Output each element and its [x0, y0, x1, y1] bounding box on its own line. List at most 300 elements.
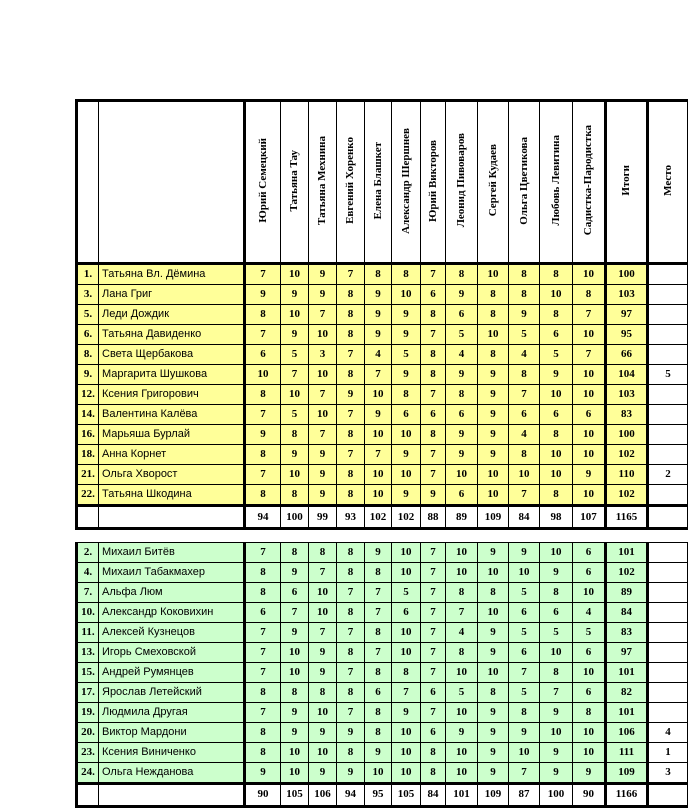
score-cell: 8 — [478, 305, 509, 325]
spacer-cell — [245, 529, 281, 543]
score-cell: 6 — [281, 582, 309, 602]
sum-num-cell — [77, 506, 99, 529]
score-cell: 6 — [540, 405, 573, 425]
score-cell: 7 — [573, 345, 606, 365]
spacer-cell — [309, 529, 337, 543]
score-cell: 10 — [540, 722, 573, 742]
total-cell: 101 — [606, 542, 648, 562]
judge-name: Леонид Пивоваров — [455, 133, 467, 228]
sum-score-cell: 93 — [337, 506, 365, 529]
score-cell: 9 — [309, 722, 337, 742]
score-cell: 7 — [309, 305, 337, 325]
participant-number: 21. — [77, 465, 99, 485]
score-cell: 10 — [309, 742, 337, 762]
score-cell: 6 — [446, 305, 478, 325]
score-cell: 9 — [540, 365, 573, 385]
score-cell: 7 — [245, 642, 281, 662]
participant-number: 3. — [77, 285, 99, 305]
score-cell: 5 — [573, 622, 606, 642]
score-cell: 5 — [509, 622, 540, 642]
score-cell: 7 — [337, 582, 365, 602]
participant-name: Леди Дождик — [99, 305, 245, 325]
sum-score-cell: 102 — [365, 506, 392, 529]
score-cell: 7 — [337, 405, 365, 425]
place-cell — [648, 542, 688, 562]
participant-name: Маргарита Шушкова — [99, 365, 245, 385]
place-cell — [648, 562, 688, 582]
score-cell: 10 — [573, 722, 606, 742]
header-row — [77, 101, 688, 264]
score-cell: 9 — [446, 425, 478, 445]
total-cell: 100 — [606, 425, 648, 445]
score-cell: 7 — [421, 562, 446, 582]
score-cell: 5 — [540, 622, 573, 642]
score-cell: 8 — [421, 345, 446, 365]
place-cell — [648, 385, 688, 405]
score-cell: 8 — [281, 682, 309, 702]
score-cell: 6 — [540, 325, 573, 345]
score-cell: 8 — [245, 562, 281, 582]
place-cell: 5 — [648, 365, 688, 385]
score-cell: 8 — [281, 542, 309, 562]
score-cell: 9 — [478, 365, 509, 385]
score-cell: 9 — [281, 325, 309, 345]
score-cell: 8 — [245, 722, 281, 742]
participant-name: Ярослав Летейский — [99, 682, 245, 702]
judge-name: Елена Блашкет — [371, 141, 384, 220]
score-cell: 10 — [573, 365, 606, 385]
place-cell: 2 — [648, 465, 688, 485]
score-cell: 4 — [573, 602, 606, 622]
score-cell: 7 — [337, 345, 365, 365]
score-cell: 8 — [446, 385, 478, 405]
score-cell: 6 — [392, 602, 421, 622]
score-cell: 6 — [573, 682, 606, 702]
score-cell: 7 — [421, 385, 446, 405]
score-cell: 8 — [281, 485, 309, 506]
participant-name: Татьяна Шкодина — [99, 485, 245, 506]
score-cell: 10 — [392, 762, 421, 783]
score-cell: 7 — [245, 325, 281, 345]
place-cell — [648, 445, 688, 465]
score-cell: 9 — [365, 305, 392, 325]
score-cell: 7 — [309, 622, 337, 642]
score-cell: 8 — [446, 264, 478, 285]
score-cell: 10 — [478, 325, 509, 345]
score-cell: 10 — [281, 742, 309, 762]
score-cell: 7 — [421, 465, 446, 485]
score-cell: 10 — [309, 602, 337, 622]
score-cell: 8 — [245, 682, 281, 702]
total-cell: 103 — [606, 285, 648, 305]
score-cell: 8 — [337, 325, 365, 345]
score-cell: 8 — [509, 365, 540, 385]
participant-number: 19. — [77, 702, 99, 722]
score-cell: 8 — [337, 642, 365, 662]
participant-row — [77, 642, 688, 662]
place-cell — [648, 285, 688, 305]
total-cell: 110 — [606, 465, 648, 485]
score-cell: 8 — [281, 425, 309, 445]
participant-row — [77, 562, 688, 582]
total-cell: 95 — [606, 325, 648, 345]
score-cell: 10 — [281, 385, 309, 405]
participant-number: 16. — [77, 425, 99, 445]
header-num-cell — [77, 101, 99, 264]
score-cell: 9 — [281, 702, 309, 722]
score-cell: 6 — [509, 602, 540, 622]
judge-name: Сергей Кудаев — [486, 144, 499, 217]
score-cell: 6 — [540, 602, 573, 622]
total-cell: 89 — [606, 582, 648, 602]
score-cell: 9 — [281, 722, 309, 742]
score-cell: 8 — [392, 662, 421, 682]
participant-number: 10. — [77, 602, 99, 622]
score-cell: 9 — [245, 425, 281, 445]
participant-number: 17. — [77, 682, 99, 702]
participant-name: Виктор Мардони — [99, 722, 245, 742]
score-cell: 7 — [365, 445, 392, 465]
score-cell: 9 — [446, 722, 478, 742]
score-cell: 8 — [421, 365, 446, 385]
participant-number: 24. — [77, 762, 99, 783]
participant-row — [77, 682, 688, 702]
score-cell: 10 — [281, 762, 309, 783]
spacer-cell — [421, 529, 446, 543]
sum-score-cell: 100 — [540, 783, 573, 806]
score-cell: 7 — [446, 602, 478, 622]
score-cell: 9 — [392, 325, 421, 345]
sum-score-cell: 90 — [573, 783, 606, 806]
score-cell: 9 — [281, 285, 309, 305]
participant-name: Анна Корнет — [99, 445, 245, 465]
header-name-cell — [99, 101, 245, 264]
participant-row — [77, 762, 688, 783]
score-cell: 7 — [309, 562, 337, 582]
sum-score-cell: 102 — [392, 506, 421, 529]
score-cell: 6 — [509, 642, 540, 662]
score-cell: 8 — [337, 425, 365, 445]
score-cell: 10 — [365, 385, 392, 405]
score-cell: 5 — [281, 345, 309, 365]
score-cell: 7 — [365, 602, 392, 622]
score-cell: 9 — [540, 562, 573, 582]
spacer-cell — [540, 529, 573, 543]
participant-row — [77, 742, 688, 762]
sum-place-cell — [648, 783, 688, 806]
score-cell: 8 — [337, 542, 365, 562]
judge-header — [446, 101, 478, 264]
sum-total-cell: 1165 — [606, 506, 648, 529]
score-cell: 10 — [309, 325, 337, 345]
score-cell: 10 — [478, 485, 509, 506]
participant-name: Александр Коковихин — [99, 602, 245, 622]
score-cell: 8 — [421, 762, 446, 783]
judge-name: Ольга Цветикова — [517, 136, 530, 225]
place-cell — [648, 305, 688, 325]
score-cell: 4 — [446, 622, 478, 642]
sum-score-cell: 84 — [421, 783, 446, 806]
score-cell: 8 — [365, 662, 392, 682]
score-cell: 5 — [446, 682, 478, 702]
judge-name: Юрий Семецкий — [256, 138, 269, 223]
spacer-cell — [281, 529, 309, 543]
score-cell: 7 — [281, 602, 309, 622]
score-cell: 9 — [509, 722, 540, 742]
score-cell: 9 — [478, 622, 509, 642]
score-cell: 9 — [309, 445, 337, 465]
participant-number: 9. — [77, 365, 99, 385]
participant-number: 1. — [77, 264, 99, 285]
score-cell: 6 — [421, 682, 446, 702]
score-cell: 10 — [446, 542, 478, 562]
score-cell: 9 — [392, 445, 421, 465]
score-cell: 7 — [421, 445, 446, 465]
participant-number: 22. — [77, 485, 99, 506]
total-cell: 97 — [606, 642, 648, 662]
sum-num-cell — [77, 783, 99, 806]
participant-name: Ксения Григорович — [99, 385, 245, 405]
sum-score-cell: 109 — [478, 506, 509, 529]
sum-score-cell: 89 — [446, 506, 478, 529]
place-cell — [648, 702, 688, 722]
score-cell: 6 — [392, 405, 421, 425]
score-cell: 6 — [421, 722, 446, 742]
participant-number: 15. — [77, 662, 99, 682]
judge-header — [478, 101, 509, 264]
score-cell: 6 — [421, 285, 446, 305]
score-cell: 10 — [281, 264, 309, 285]
spacer-cell — [77, 529, 99, 543]
score-cell: 9 — [245, 285, 281, 305]
score-cell: 5 — [281, 405, 309, 425]
total-cell: 66 — [606, 345, 648, 365]
score-cell: 9 — [478, 742, 509, 762]
place-cell: 4 — [648, 722, 688, 742]
score-cell: 7 — [245, 264, 281, 285]
group-spacer — [77, 529, 688, 543]
score-cell: 9 — [478, 425, 509, 445]
score-cell: 8 — [309, 542, 337, 562]
score-cell: 10 — [540, 642, 573, 662]
total-header-label: Итоги — [620, 165, 632, 196]
score-cell: 9 — [478, 445, 509, 465]
score-cell: 10 — [365, 485, 392, 506]
participant-row — [77, 305, 688, 325]
score-cell: 10 — [540, 285, 573, 305]
total-cell: 104 — [606, 365, 648, 385]
score-cell: 8 — [337, 742, 365, 762]
score-cell: 9 — [281, 562, 309, 582]
score-cell: 9 — [281, 622, 309, 642]
score-cell: 7 — [573, 305, 606, 325]
sum-score-cell: 105 — [392, 783, 421, 806]
score-cell: 10 — [392, 562, 421, 582]
participant-name: Марьяша Бурлай — [99, 425, 245, 445]
score-cell: 8 — [365, 702, 392, 722]
score-cell: 7 — [421, 662, 446, 682]
spacer-cell — [99, 529, 245, 543]
score-cell: 7 — [365, 642, 392, 662]
total-cell: 103 — [606, 385, 648, 405]
score-cell: 7 — [540, 682, 573, 702]
sum-score-cell: 90 — [245, 783, 281, 806]
score-cell: 6 — [245, 602, 281, 622]
score-cell: 9 — [478, 702, 509, 722]
sum-score-cell: 105 — [281, 783, 309, 806]
participant-number: 8. — [77, 345, 99, 365]
score-cell: 4 — [365, 345, 392, 365]
score-cell: 8 — [365, 264, 392, 285]
participant-number: 6. — [77, 325, 99, 345]
score-cell: 4 — [509, 425, 540, 445]
sum-total-cell: 1166 — [606, 783, 648, 806]
score-cell: 7 — [309, 425, 337, 445]
total-cell: 100 — [606, 264, 648, 285]
score-cell: 9 — [446, 365, 478, 385]
score-cell: 7 — [421, 602, 446, 622]
score-cell: 7 — [421, 642, 446, 662]
total-cell: 111 — [606, 742, 648, 762]
score-cell: 10 — [573, 582, 606, 602]
score-cell: 5 — [392, 345, 421, 365]
place-cell — [648, 642, 688, 662]
judge-header — [245, 101, 281, 264]
score-cell: 8 — [421, 305, 446, 325]
participant-name: Татьяна Давиденко — [99, 325, 245, 345]
score-cell: 10 — [478, 465, 509, 485]
judge-header — [421, 101, 446, 264]
participant-row — [77, 602, 688, 622]
spacer-cell — [648, 529, 688, 543]
participant-row — [77, 702, 688, 722]
score-cell: 6 — [573, 405, 606, 425]
score-cell: 10 — [392, 425, 421, 445]
participant-name: Михаил Табакмахер — [99, 562, 245, 582]
score-cell: 9 — [573, 762, 606, 783]
place-cell — [648, 662, 688, 682]
score-cell: 9 — [365, 285, 392, 305]
place-cell: 1 — [648, 742, 688, 762]
judge-header — [392, 101, 421, 264]
participant-row — [77, 465, 688, 485]
score-cell: 8 — [509, 445, 540, 465]
spacer-cell — [365, 529, 392, 543]
total-cell: 83 — [606, 622, 648, 642]
participant-number: 18. — [77, 445, 99, 465]
score-cell: 5 — [446, 325, 478, 345]
score-cell: 5 — [392, 582, 421, 602]
score-cell: 10 — [392, 465, 421, 485]
score-cell: 10 — [573, 425, 606, 445]
score-cell: 9 — [392, 305, 421, 325]
judge-header — [281, 101, 309, 264]
participant-row — [77, 325, 688, 345]
sum-score-cell: 106 — [309, 783, 337, 806]
total-cell: 102 — [606, 445, 648, 465]
score-cell: 9 — [573, 465, 606, 485]
score-cell: 8 — [309, 682, 337, 702]
score-cell: 10 — [573, 385, 606, 405]
score-cell: 8 — [573, 285, 606, 305]
score-cell: 10 — [446, 702, 478, 722]
judge-header — [365, 101, 392, 264]
participant-number: 14. — [77, 405, 99, 425]
place-cell — [648, 485, 688, 506]
participant-row — [77, 264, 688, 285]
spacer-cell — [478, 529, 509, 543]
total-cell: 83 — [606, 405, 648, 425]
score-cell: 6 — [421, 405, 446, 425]
score-cell: 10 — [540, 542, 573, 562]
score-cell: 9 — [309, 285, 337, 305]
score-cell: 7 — [337, 662, 365, 682]
score-cell: 9 — [478, 722, 509, 742]
score-cell: 8 — [540, 425, 573, 445]
score-cell: 9 — [281, 445, 309, 465]
judge-header — [540, 101, 573, 264]
participant-name: Света Щербакова — [99, 345, 245, 365]
sum-name-cell — [99, 506, 245, 529]
place-cell — [648, 425, 688, 445]
score-cell: 10 — [309, 702, 337, 722]
score-cell: 9 — [392, 702, 421, 722]
sum-place-cell — [648, 506, 688, 529]
score-cell: 7 — [392, 682, 421, 702]
score-cell: 8 — [478, 682, 509, 702]
score-cell: 9 — [337, 722, 365, 742]
score-cell: 9 — [365, 405, 392, 425]
score-cell: 9 — [392, 365, 421, 385]
score-cell: 9 — [309, 465, 337, 485]
score-cell: 8 — [540, 305, 573, 325]
spacer-cell — [573, 529, 606, 543]
sum-score-cell: 109 — [478, 783, 509, 806]
score-table — [75, 99, 688, 808]
score-cell: 10 — [478, 562, 509, 582]
score-cell: 8 — [245, 305, 281, 325]
score-cell: 7 — [245, 662, 281, 682]
place-cell — [648, 345, 688, 365]
score-cell: 10 — [446, 762, 478, 783]
score-cell: 10 — [573, 485, 606, 506]
score-cell: 8 — [365, 562, 392, 582]
score-cell: 8 — [337, 365, 365, 385]
score-cell: 10 — [478, 662, 509, 682]
score-cell: 9 — [446, 285, 478, 305]
score-cell: 8 — [245, 385, 281, 405]
score-cell: 9 — [478, 385, 509, 405]
participant-row — [77, 445, 688, 465]
participant-number: 20. — [77, 722, 99, 742]
sum-score-cell: 87 — [509, 783, 540, 806]
participant-row — [77, 582, 688, 602]
judge-name: Любовь Левитина — [549, 135, 562, 226]
score-cell: 10 — [573, 325, 606, 345]
score-cell: 7 — [509, 762, 540, 783]
score-cell: 7 — [509, 385, 540, 405]
score-cell: 8 — [421, 742, 446, 762]
score-cell: 8 — [365, 722, 392, 742]
participant-row — [77, 405, 688, 425]
participant-number: 23. — [77, 742, 99, 762]
participant-row — [77, 425, 688, 445]
sum-score-cell: 101 — [446, 783, 478, 806]
score-cell: 7 — [365, 365, 392, 385]
score-cell: 10 — [446, 465, 478, 485]
place-cell — [648, 602, 688, 622]
score-cell: 8 — [365, 622, 392, 642]
